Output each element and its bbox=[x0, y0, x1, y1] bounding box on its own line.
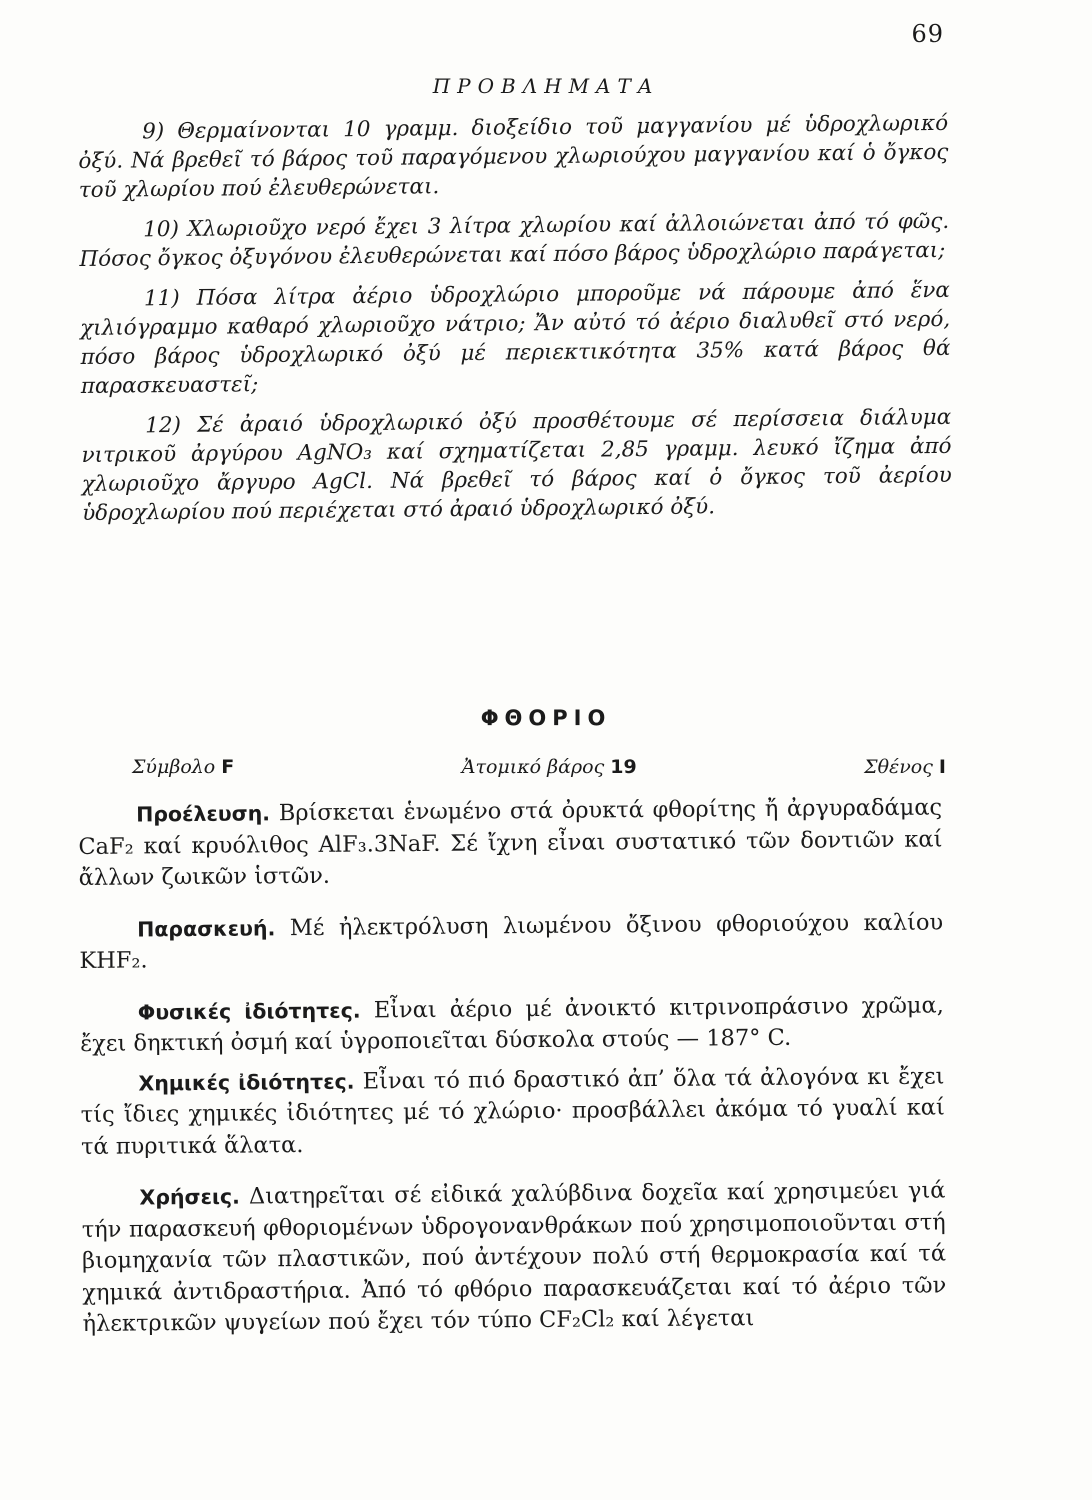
atomic-weight-label: Ἀτομικό βάρος bbox=[461, 756, 605, 778]
section-preparation-text: Μέ ἠλεκτρόλυση λιωμένου ὄξινου φθοριούχου καλίου KHF₂. bbox=[79, 908, 944, 974]
section-chemical-term: Χημικές ἰδιότητες. bbox=[138, 1069, 355, 1095]
problem-10: 10) Χλωριοῦχο νερό ἔχει 3 λίτρα χλωρίου καί ἀλλοιώνεται ἀπό τό φῶς. Πόσος ὄγκος ὀξυγόνου ἐλευθερώνεται καί πόσο βάρος ὑδροχλώριο παράγεται; bbox=[79, 208, 950, 272]
valence-info bbox=[864, 756, 946, 778]
section-origin bbox=[78, 792, 943, 894]
valence-label: Σθένος bbox=[864, 756, 933, 778]
symbol-info bbox=[132, 756, 234, 778]
section-uses-term: Χρήσεις. bbox=[139, 1184, 240, 1210]
symbol-value: F bbox=[221, 756, 235, 778]
section-physical-text: Εἶναι ἀέριο μέ ἀνοικτό κιτρινοπράσινο χρῶμα, ἔχει δηκτική ὀσμή καί ὑγροποιεῖται δύσκολα στούς — 187° C. bbox=[80, 991, 944, 1057]
fluorine-description bbox=[78, 792, 947, 1348]
element-title: ΦΘΟΡΙΟ bbox=[480, 706, 612, 730]
section-physical bbox=[80, 990, 945, 1061]
section-origin-text: Βρίσκεται ἑνωμένο στά ὀρυκτά φθορίτης ἤ ἀργυραδάμας CaF₂ καί κρυόλιθος AlF₃.3NaF. Σέ ἴχνη εἶναι συστατικό τῶν δοντιῶν καί ἄλλων ζωικῶν ἱστῶν. bbox=[78, 794, 943, 891]
atomic-weight-info bbox=[462, 756, 637, 778]
section-preparation-term: Παρασκευή. bbox=[137, 915, 276, 941]
symbol-label: Σύμβολο bbox=[132, 756, 216, 778]
problems-list bbox=[78, 109, 952, 539]
page-number: 69 bbox=[911, 20, 944, 48]
section-chemical-text: Εἶναι τό πιό δραστικό ἀπ’ ὅλα τά ἀλογόνα κι ἔχει τίς ἴδιες χημικές ἰδιότητες μέ τό χλώριο· προσβάλλει ἀκόμα τό γυαλί καί τά πυριτικά ἅλατα. bbox=[80, 1062, 945, 1160]
section-physical-term: Φυσικές ἰδιότητες. bbox=[137, 998, 361, 1024]
problem-11: 11) Πόσα λίτρα ἀέριο ὑδροχλώριο μποροῦμε νά πάρουμε ἀπό ἕνα χιλιόγραμμο καθαρό χλωριοῦχο νάτριο; Ἄν αὐτό τό ἀέριο διαλυθεῖ στό νερό, πόσο βάρος ὑδροχλωρικό ὀξύ μέ περιεκτικότητα 35% κατά βάρος θά παρασκευαστεῖ; bbox=[80, 277, 951, 399]
section-uses bbox=[81, 1175, 946, 1340]
problem-9: 9) Θερμαίνονται 10 γραμμ. διοξείδιο τοῦ μαγγανίου μέ ὑδροχλωρικό ὀξύ. Νά βρεθεῖ τό βάρος τοῦ παραγόμενου χλωριούχου μαγγανίου καί ὁ ὄγκος τοῦ χλωρίου πού ἐλευθερώνεται. bbox=[78, 110, 949, 203]
section-chemical bbox=[80, 1061, 945, 1163]
running-header: ΠΡΟΒΛΗΜΑΤΑ bbox=[432, 74, 660, 98]
section-uses-text: Διατηρεῖται σέ εἰδικά χαλύβδινα δοχεῖα καί χρησιμεύει γιά τήν παρασκευή φθοριομένων ὑδρογονανθράκων πού χρησιμοποιοῦνται στή βιομηχανία τῶν πλαστικῶν, πού ἀντέχουν πολύ στή θερμοκρασία καί τά χημικά ἀντιδραστήρια. Ἀπό τό φθόριο παρασκευάζεται καί τό ἀέριο τῶν ἠλεκτρικῶν ψυγείων πού ἔχει τόν τύπο CF₂Cl₂ καί λέγεται bbox=[81, 1177, 947, 1337]
section-origin-term: Προέλευση. bbox=[136, 801, 271, 827]
problem-12: 12) Σέ ἀραιό ὑδροχλωρικό ὀξύ προσθέτουμε σέ περίσσεια διάλυμα νιτρικοῦ ἀργύρου AgNO₃ καί σχηματίζεται 2,85 γραμμ. λευκό ἴζημα ἀπό χλωριοῦχο ἄργυρο AgCl. Νά βρεθεῖ τό βάρος καί ὁ ὄγκος τοῦ ἀερίου ὑδροχλωρίου πού περιέχεται στό ἀραιό ὑδροχλωρικό ὀξύ. bbox=[81, 404, 952, 526]
atomic-weight-value: 19 bbox=[610, 756, 637, 778]
valence-value: I bbox=[938, 756, 946, 778]
element-properties bbox=[132, 756, 946, 778]
section-preparation bbox=[79, 907, 944, 978]
